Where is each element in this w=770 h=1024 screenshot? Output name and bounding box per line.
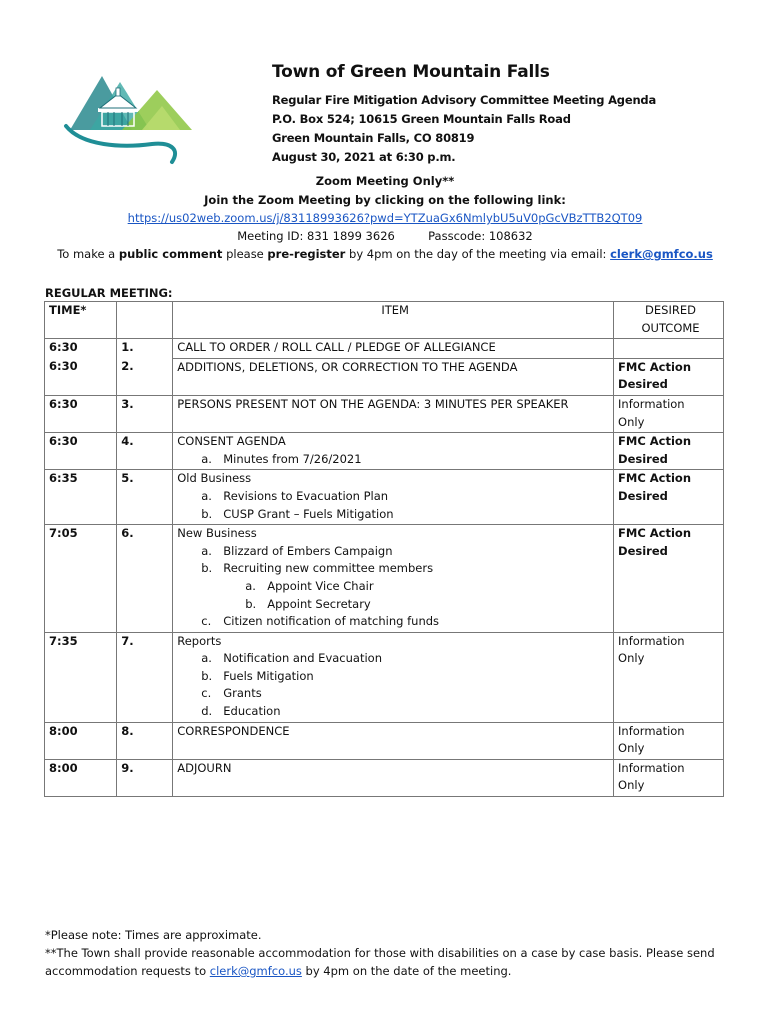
row-time: 6:30	[45, 433, 117, 470]
row-item	[173, 525, 614, 633]
outcome-line1: Information	[618, 760, 685, 775]
sub-item	[177, 703, 613, 721]
row-outcome	[614, 433, 724, 470]
row-time: 7:35	[45, 632, 117, 722]
sub-item-text: Citizen notification of matching funds	[223, 614, 440, 629]
sub-item	[177, 668, 613, 686]
sub-item-text: Fuels Mitigation	[223, 668, 314, 683]
row-outcome	[614, 470, 724, 525]
row-outcome	[614, 759, 724, 796]
sub-item	[177, 488, 613, 506]
sub-item-text: Revisions to Evacuation Plan	[223, 488, 389, 503]
sub-item-label: b.	[201, 668, 213, 683]
table-row	[45, 632, 724, 722]
outcome-line1: Information	[618, 723, 685, 738]
table-row	[45, 358, 724, 395]
sub-item-text: Blizzard of Embers Campaign	[223, 543, 393, 558]
table-row	[45, 433, 724, 470]
row-outcome	[614, 632, 724, 722]
footer-notes	[45, 926, 725, 980]
header-item: ITEM	[173, 302, 614, 339]
row-item	[173, 470, 614, 525]
sub-item	[177, 613, 613, 631]
outcome-line2: Desired	[618, 488, 668, 503]
sub-item	[177, 451, 613, 469]
town-logo	[62, 64, 202, 174]
comment-text-3: by 4pm on the day of the meeting via email:	[345, 247, 611, 261]
header-outcome-line1: DESIRED	[645, 303, 696, 317]
outcome-line2: Desired	[618, 377, 668, 392]
row-number: 1.	[117, 339, 173, 359]
sub-item-label: c.	[201, 614, 212, 629]
table-row	[45, 470, 724, 525]
sub-item	[177, 685, 613, 703]
sub-item-text: Minutes from 7/26/2021	[223, 451, 362, 466]
sub-item-label: d.	[201, 704, 213, 719]
row-item: ADJOURN	[173, 759, 614, 796]
sub-item	[177, 560, 613, 578]
table-header-row	[45, 302, 724, 339]
table-row	[45, 722, 724, 759]
sub-item	[177, 650, 613, 668]
row-number: 2.	[117, 358, 173, 395]
header-outcome	[614, 302, 724, 339]
row-outcome	[614, 525, 724, 633]
comment-text-bold-2: pre-register	[267, 247, 346, 261]
sub-item-label: a.	[201, 651, 212, 666]
sub-item-label: a.	[245, 578, 256, 593]
row-item: CALL TO ORDER / ROLL CALL / PLEDGE OF ALLEGIANCE	[173, 339, 614, 359]
section-label: REGULAR MEETING:	[45, 286, 173, 300]
sub-item-text: Appoint Vice Chair	[267, 578, 374, 593]
sub-item	[177, 506, 613, 524]
address-line-1: P.O. Box 524; 10615 Green Mountain Falls Road	[272, 112, 571, 126]
outcome-line2: Only	[618, 741, 645, 756]
row-time: 6:30	[45, 358, 117, 395]
sub-item-label: a.	[201, 488, 212, 503]
header-outcome-line2: OUTCOME	[641, 320, 700, 335]
outcome-line2: Only	[618, 778, 645, 793]
footer-email-link[interactable]: clerk@gmfco.us	[209, 964, 302, 978]
sub-item-text: Grants	[223, 686, 262, 701]
sub-item-text: Education	[223, 704, 281, 719]
row-outcome	[614, 395, 724, 432]
row-number: 8.	[117, 722, 173, 759]
item-title: New Business	[177, 526, 257, 541]
table-row	[45, 395, 724, 432]
sub-item-label: a.	[201, 451, 212, 466]
letterhead	[272, 62, 656, 167]
meeting-subtitle: Regular Fire Mitigation Advisory Committee Meeting Agenda	[272, 93, 657, 107]
row-time: 6:30	[45, 395, 117, 432]
sub-item-text: Recruiting new committee members	[223, 561, 434, 576]
outcome-line2: Only	[618, 651, 645, 666]
comment-text-bold-1: public comment	[118, 247, 223, 261]
agenda-table	[44, 301, 724, 797]
outcome-line1: Information	[618, 633, 685, 648]
row-number: 7.	[117, 632, 173, 722]
item-title: Old Business	[177, 471, 252, 486]
table-row	[45, 759, 724, 796]
row-item	[173, 632, 614, 722]
item-title: CONSENT AGENDA	[177, 434, 286, 449]
row-number: 6.	[117, 525, 173, 633]
zoom-only-note: Zoom Meeting Only**	[315, 174, 455, 188]
outcome-line2: Desired	[618, 451, 668, 466]
sub-sub-item	[177, 596, 613, 614]
meeting-passcode: Passcode: 108632	[428, 229, 533, 243]
sub-item-text: CUSP Grant – Fuels Mitigation	[223, 506, 394, 521]
outcome-line2: Desired	[618, 543, 668, 558]
item-title: Reports	[177, 633, 222, 648]
page-title: Town of Green Mountain Falls	[272, 62, 550, 82]
row-outcome	[614, 358, 724, 395]
sub-item-text: Appoint Secretary	[267, 596, 371, 611]
outcome-line1: Information	[618, 396, 685, 411]
row-item: ADDITIONS, DELETIONS, OR CORRECTION TO THE AGENDA	[173, 358, 614, 395]
row-outcome	[614, 339, 724, 359]
public-comment-note	[0, 247, 770, 261]
outcome-line1: FMC Action	[618, 359, 692, 374]
row-number: 9.	[117, 759, 173, 796]
sub-item-label: c.	[201, 686, 212, 701]
outcome-line1: FMC Action	[618, 526, 692, 541]
row-time: 8:00	[45, 722, 117, 759]
row-number: 3.	[117, 395, 173, 432]
note-text-1: accommodation requests to	[45, 964, 210, 978]
sub-item-label: b.	[201, 506, 213, 521]
comment-text-2: please	[222, 247, 268, 261]
row-outcome	[614, 722, 724, 759]
meeting-id: Meeting ID: 831 1899 3626	[237, 229, 395, 243]
row-item: PERSONS PRESENT NOT ON THE AGENDA: 3 MINUTES PER SPEAKER	[173, 395, 614, 432]
outcome-line2: Only	[618, 414, 645, 429]
sub-item-label: a.	[201, 543, 212, 558]
accommodation-note-cont	[45, 962, 725, 980]
sub-item	[177, 543, 613, 561]
accommodation-note: **The Town shall provide reasonable accommodation for those with disabilities on a case by case basis. Please send	[45, 946, 715, 960]
meeting-date: August 30, 2021 at 6:30 p.m.	[272, 150, 456, 164]
times-note: *Please note: Times are approximate.	[45, 928, 262, 942]
table-row	[45, 525, 724, 633]
row-time: 6:35	[45, 470, 117, 525]
outcome-line1: FMC Action	[618, 471, 692, 486]
row-time: 8:00	[45, 759, 117, 796]
sub-sub-item	[177, 578, 613, 596]
row-time: 7:05	[45, 525, 117, 633]
sub-item-text: Notification and Evacuation	[223, 651, 382, 666]
header-num	[117, 302, 173, 339]
row-item	[173, 433, 614, 470]
table-row	[45, 339, 724, 359]
zoom-credentials	[0, 229, 770, 243]
sub-item-label: b.	[245, 596, 257, 611]
note-text-2: by 4pm on the date of the meeting.	[301, 964, 512, 978]
zoom-meeting-link[interactable]: https://us02web.zoom.us/j/83118993626?pwd=YTZuaGx6NmlybU5uV0pGcVBzTTB2QT09	[127, 211, 643, 225]
outcome-line1: FMC Action	[618, 434, 692, 449]
row-item: CORRESPONDENCE	[173, 722, 614, 759]
row-time: 6:30	[45, 339, 117, 359]
address-line-2: Green Mountain Falls, CO 80819	[272, 131, 475, 145]
row-number: 5.	[117, 470, 173, 525]
row-number: 4.	[117, 433, 173, 470]
sub-item-label: b.	[201, 561, 213, 576]
zoom-join-text: Join the Zoom Meeting by clicking on the following link:	[204, 193, 566, 207]
clerk-email-link[interactable]: clerk@gmfco.us	[610, 247, 713, 261]
comment-text-1: To make a	[57, 247, 119, 261]
header-time: TIME*	[45, 302, 117, 339]
